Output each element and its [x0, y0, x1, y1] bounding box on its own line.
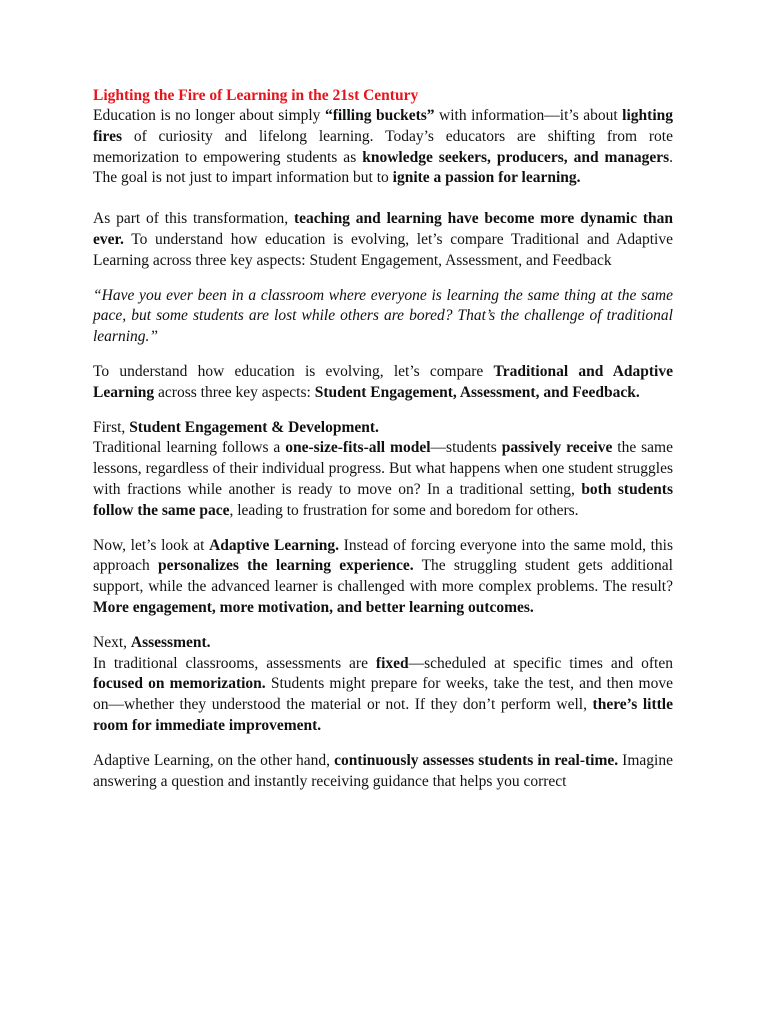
bold-text-run: passively receive	[501, 439, 613, 457]
text-run: To understand how education is evolving, let’s compare	[93, 362, 494, 380]
quote-paragraph: “Have you ever been in a classroom where everyone is learning the same thing at the same pace, but some students are lost while others are bored? That’s the challenge of traditional learning.”	[93, 286, 673, 346]
bold-text-run: teaching and learning have become more dynamic than ever.	[93, 210, 673, 248]
bold-text-run: there’s little room for immediate improvement.	[93, 696, 673, 734]
bold-text-run: Assessment.	[130, 633, 211, 651]
paragraph-adaptive-engagement	[93, 536, 673, 619]
bold-text-run: fixed	[375, 654, 409, 672]
bold-text-run: Student Engagement & Development.	[129, 418, 379, 436]
bold-text-run: knowledge seekers, producers, and managers	[362, 148, 670, 166]
bold-text-run: lighting fires	[93, 107, 673, 145]
text-run: Adaptive Learning, on the other hand,	[93, 751, 335, 769]
text-run: Traditional learning follows a	[93, 439, 286, 457]
text-run: The struggling student gets additional support, while the advanced learner is challenged with more complex problems. The result?	[93, 557, 673, 596]
text-run: First,	[93, 418, 130, 436]
text-run: As part of this transformation,	[93, 210, 294, 228]
bold-text-run: Student Engagement, Assessment, and Feedback.	[314, 383, 640, 401]
text-run: Instead of forcing everyone into the same mold, this approach	[93, 536, 673, 575]
bold-text-run: ignite a passion for learning.	[392, 169, 581, 187]
heading-assessment	[93, 633, 673, 654]
paragraph-intro	[93, 106, 673, 189]
paragraph-compare	[93, 362, 673, 404]
text-run: . The goal is not just to impart information but to	[93, 148, 673, 187]
text-run: Now, let’s look at	[93, 536, 210, 554]
paragraph-traditional-engagement	[93, 438, 673, 521]
text-run: Imagine answering a question and instantly receiving guidance that helps you correct	[93, 751, 673, 790]
bold-text-run: More engagement, more motivation, and better learning outcomes.	[93, 598, 534, 616]
paragraph-transformation	[93, 209, 673, 271]
text-run: Students might prepare for weeks, take the test, and then move on—whether they understood the material or not. If they don’t perform well,	[93, 675, 673, 714]
bold-text-run: focused on memorization.	[93, 675, 266, 693]
text-run: of curiosity and lifelong learning. Today’s educators are shifting from rote memorization to empowering students as	[93, 127, 673, 166]
document-title: Lighting the Fire of Learning in the 21st Century	[93, 87, 419, 104]
paragraph-adaptive-assessment	[93, 751, 673, 793]
bold-text-run: continuously assesses students in real-time.	[334, 751, 619, 769]
text-run: —scheduled at specific times and often	[408, 654, 673, 672]
text-run: across three key aspects:	[154, 383, 315, 401]
bold-text-run: Traditional and Adaptive Learning	[93, 362, 673, 401]
bold-text-run: both students follow the same pace	[93, 480, 673, 519]
heading-student-engagement	[93, 418, 673, 439]
text-run: —students	[430, 439, 502, 457]
text-run: Next,	[93, 633, 131, 651]
paragraph-traditional-assessment	[93, 654, 673, 737]
text-run: To understand how education is evolving, let’s compare Traditional and Adaptive Learning across three key aspects: Student Engagement, Assessment, and Feedback	[93, 230, 673, 269]
text-run: the same lessons, regardless of their individual progress. But what happens when one student struggles with fractions while another is ready to move on? In a traditional setting,	[93, 439, 673, 498]
bold-text-run: Adaptive Learning.	[209, 536, 340, 554]
text-run: Education is no longer about simply	[93, 107, 325, 124]
text-run: , leading to frustration for some and boredom for others.	[229, 501, 579, 519]
bold-text-run: one-size-fits-all model	[285, 439, 431, 457]
text-run: In traditional classrooms, assessments are	[93, 654, 376, 672]
bold-text-run: “filling buckets”	[324, 107, 435, 124]
bold-text-run: personalizes the learning experience.	[157, 557, 414, 575]
text-run: with information—it’s about	[434, 107, 623, 124]
